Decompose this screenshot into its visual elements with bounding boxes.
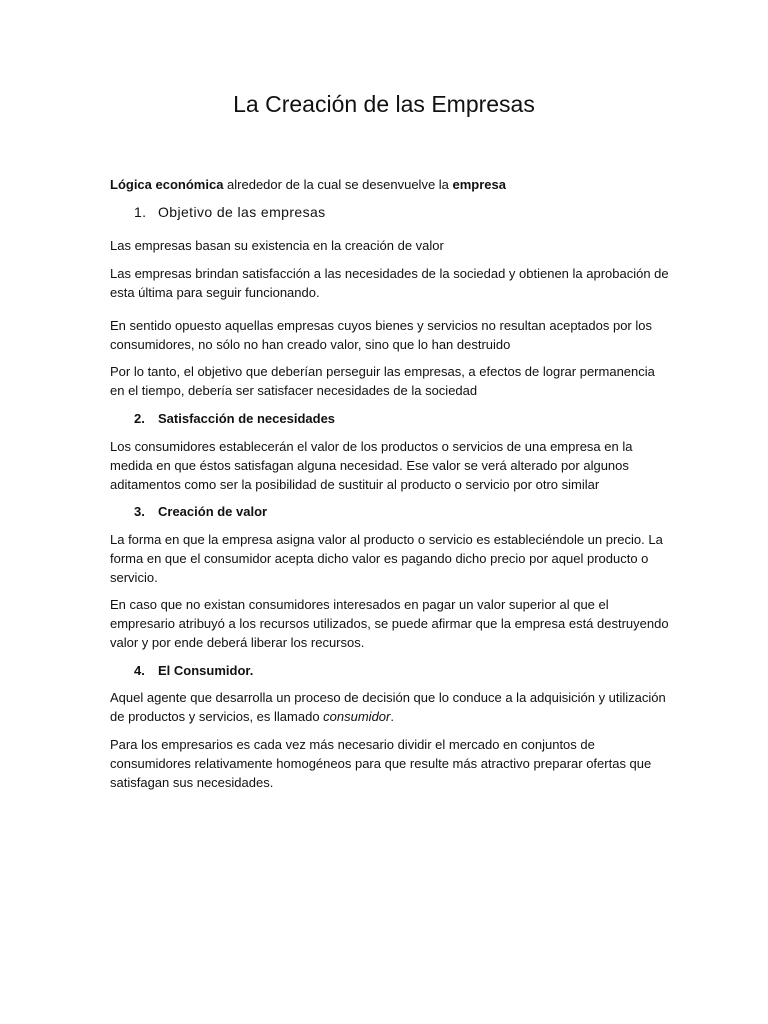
section-2-heading (134, 409, 335, 428)
intro-bold-1: Lógica económica (110, 177, 224, 192)
section-2-title: Satisfacción de necesidades (158, 411, 336, 426)
section-3-paragraph-1: La forma en que la empresa asigna valor al producto o servicio es estableciéndole un precio. La forma en que el consumidor acepta dicho valor es pagando dicho precio por aquel producto o servicio. (110, 532, 663, 585)
section-1-paragraph-2: Las empresas brindan satisfacción a las necesidades de la sociedad y obtienen la aprobación de esta última para seguir funcionando. (110, 266, 669, 300)
section-4-paragraph-1: Para los empresarios es cada vez más necesario dividir el mercado en conjuntos de consumidores relativamente homogéneos para que resulte más atractivo preparar ofertas que satisfagan sus necesidades. (110, 737, 652, 790)
section-4-title: El Consumidor. (158, 663, 254, 678)
section-1-paragraph-3: En sentido opuesto aquellas empresas cuyos bienes y servicios no resultan aceptados por los consumidores, no sólo no han creado valor, sino que lo han destruido (110, 318, 652, 352)
section-1-number: 1. (134, 204, 147, 220)
intro-text: alrededor de la cual se desenvuelve la (223, 177, 453, 192)
section-1-heading (134, 203, 326, 222)
section-4-heading (134, 661, 253, 680)
section-3-heading (134, 502, 267, 521)
consumer-term: consumidor (323, 709, 391, 724)
section-4-number: 4. (134, 663, 145, 678)
consumer-definition-text: Aquel agente que desarrolla un proceso de decisión que lo conduce a la adquisición y utilización de productos y servicios, es llamado (110, 690, 666, 724)
section-2-number: 2. (134, 411, 145, 426)
intro-line (110, 175, 670, 194)
consumer-definition (110, 688, 670, 726)
section-1-paragraph-4: Por lo tanto, el objetivo que deberían perseguir las empresas, a efectos de lograr permanencia en el tiempo, debería ser satisfacer necesidades de la sociedad (110, 364, 655, 398)
section-3-paragraph-2: En caso que no existan consumidores interesados en pagar un valor superior al que el empresario atribuyó a los recursos utilizados, se puede afirmar que la empresa está destruyendo valor y por ende deberá liberar los recursos. (110, 597, 669, 650)
section-2-paragraph-1: Los consumidores establecerán el valor de los productos o servicios de una empresa en la medida en que éstos satisfagan alguna necesidad. Ese valor se verá alterado por algunos aditamentos como ser la posibilidad de sustituir al producto o servicio por otro similar (110, 439, 633, 492)
section-3-title: Creación de valor (158, 504, 268, 519)
section-1-paragraph-1: Las empresas basan su existencia en la creación de valor (110, 238, 444, 253)
section-1-title: Objetivo de las empresas (158, 204, 326, 220)
intro-bold-2: empresa (452, 177, 506, 192)
section-3-number: 3. (134, 504, 145, 519)
document-title: La Creación de las Empresas (233, 91, 535, 117)
consumer-definition-end: . (390, 709, 394, 724)
